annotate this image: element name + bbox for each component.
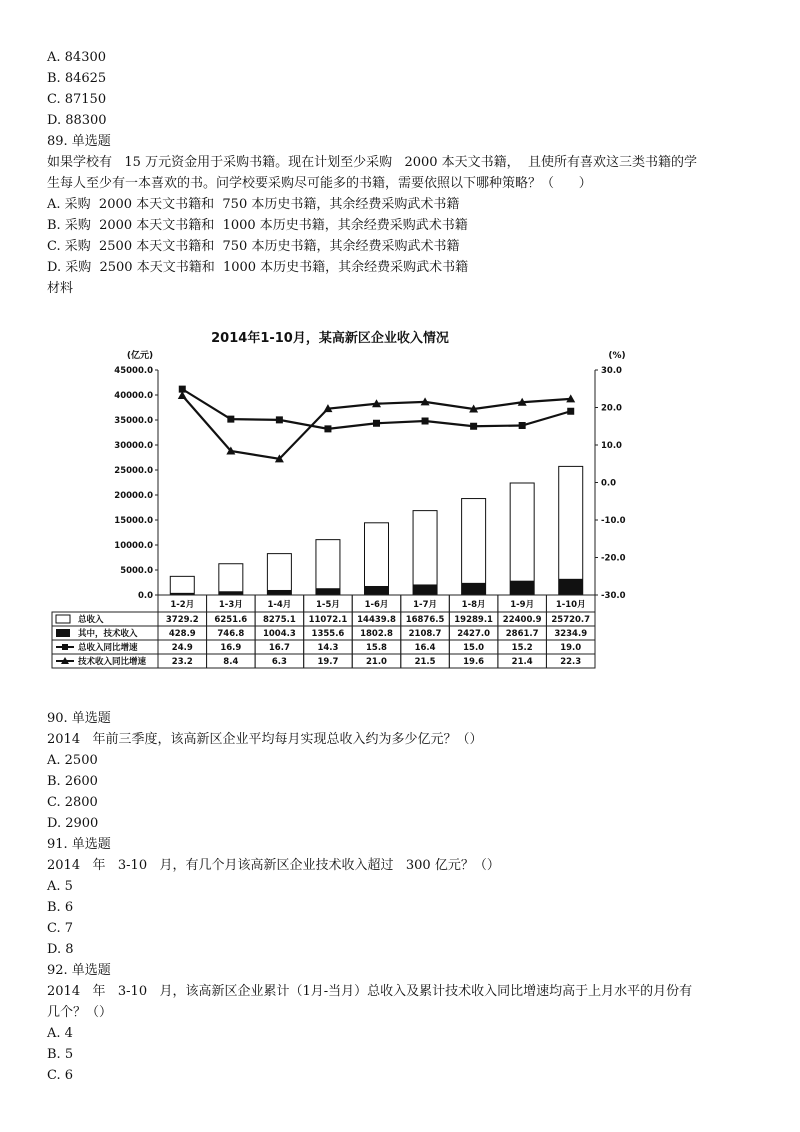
tech-income-bar: [510, 581, 534, 595]
right-axis-unit: (%): [608, 351, 626, 361]
table-value: 8.4: [223, 657, 239, 667]
category-label: 1-6月: [364, 600, 389, 610]
total-income-bar: [462, 499, 486, 595]
q92-option-a: A. 4: [47, 1026, 73, 1041]
right-tick-label: 30.0: [601, 366, 622, 376]
left-tick-label: 10000.0: [114, 541, 153, 551]
left-tick-label: 45000.0: [114, 366, 153, 376]
total-income-bar: [219, 564, 243, 595]
q90-option-b: B. 2600: [47, 774, 98, 789]
q90-option-c: C. 2800: [47, 795, 98, 810]
table-value: 6.3: [271, 657, 287, 667]
left-tick-label: 5000.0: [120, 566, 153, 576]
q90-header: 90. 单选题: [47, 711, 111, 726]
q92-stem-line1: 2014 年 3-10 月，该高新区企业累计（1月-当月）总收入及累计技术收入同比增速均高于上月水平的月份有: [47, 984, 693, 999]
q92-header: 92. 单选题: [47, 963, 111, 978]
right-tick-label: -20.0: [601, 553, 626, 564]
category-label: 1-3月: [218, 600, 243, 610]
q89-option-d: D. 采购 2500 本天文书籍和 1000 本历史书籍，其余经费采购武术书籍: [47, 260, 469, 275]
right-tick-label: -30.0: [601, 591, 626, 601]
right-tick-label: 20.0: [601, 403, 622, 414]
q91-option-c: C. 7: [47, 921, 74, 936]
table-value: 746.8: [217, 629, 245, 639]
q92-stem-line2: 几个？（）: [47, 1005, 113, 1020]
q91-option-a: A. 5: [47, 879, 73, 894]
table-value: 22400.9: [502, 615, 542, 625]
q89-option-c: C. 采购 2500 本天文书籍和 750 本历史书籍，其余经费采购武术书籍: [47, 239, 460, 254]
table-value: 21.0: [366, 657, 387, 667]
income-chart: [40, 318, 626, 680]
table-value: 22.3: [560, 657, 582, 667]
q89-stem-line1: 如果学校有 15 万元资金用于采购书籍。现在计划至少采购 2000 本天文书籍， 且使所有喜欢这三类书籍的学: [47, 155, 697, 170]
total-growth-point: [276, 416, 283, 423]
left-tick-label: 35000.0: [114, 416, 153, 426]
category-label: 1-7月: [413, 600, 437, 610]
material-label: 材料: [47, 281, 74, 296]
table-value: 24.9: [171, 643, 193, 653]
legend-label: 总收入同比增速: [78, 643, 138, 653]
total-growth-point: [519, 422, 526, 429]
table-value: 11072.1: [308, 615, 348, 625]
table-value: 3234.9: [554, 629, 588, 639]
category-label: 1-2月: [170, 600, 195, 610]
chart-title: 2014年1-10月，某高新区企业收入情况: [211, 331, 449, 346]
tech-income-bar: [316, 588, 340, 595]
left-tick-label: 15000.0: [114, 516, 153, 526]
left-tick-label: 40000.0: [114, 391, 153, 401]
table-value: 16.9: [220, 643, 242, 653]
table-value: 16.4: [414, 643, 436, 653]
q91-option-d: D. 8: [47, 942, 74, 957]
right-tick-label: 0.0: [601, 478, 617, 489]
total-income-bar: [267, 554, 291, 595]
left-tick-label: 30000.0: [114, 441, 153, 451]
table-value: 6251.6: [214, 615, 248, 625]
legend-key-square: [62, 644, 68, 650]
total-growth-point: [227, 416, 234, 423]
legend-key-total: [56, 615, 70, 623]
table-value: 15.2: [511, 643, 533, 653]
table-value: 1004.3: [262, 629, 296, 639]
category-label: 1-5月: [316, 600, 340, 610]
table-value: 23.2: [171, 657, 193, 667]
table-value: 19.7: [317, 657, 339, 667]
q91-option-b: B. 6: [47, 900, 74, 915]
option-c: C. 87150: [47, 92, 107, 107]
right-tick-label: 10.0: [601, 441, 622, 451]
q91-stem: 2014 年 3-10 月，有几个月该高新区企业技术收入超过 300 亿元？（）: [47, 858, 500, 873]
tech-income-bar: [413, 584, 437, 595]
total-income-bar: [316, 540, 340, 595]
total-growth-point: [422, 418, 429, 425]
total-income-bar: [365, 523, 389, 595]
table-value: 1355.6: [311, 629, 345, 639]
total-income-bar: [413, 511, 437, 595]
option-d: D. 88300: [47, 113, 107, 128]
tech-income-bar: [219, 591, 243, 595]
total-growth-point: [324, 425, 331, 432]
left-tick-label: 25000.0: [114, 466, 153, 476]
legend-label: 其中，技术收入: [78, 629, 138, 639]
table-value: 15.8: [366, 643, 387, 653]
table-value: 3729.2: [165, 615, 199, 625]
table-value: 14.3: [317, 643, 339, 653]
left-axis-unit: (亿元): [126, 351, 154, 361]
q92-option-c: C. 6: [47, 1068, 74, 1083]
category-label: 1-4月: [267, 600, 292, 610]
q89-stem-line2: 生每人至少有一本喜欢的书。问学校要采购尽可能多的书籍，需要依照以下哪种策略？（ ）: [47, 176, 592, 191]
total-income-bar: [510, 483, 534, 595]
table-value: 21.5: [414, 657, 436, 667]
legend-label: 总收入: [78, 615, 104, 625]
total-growth-point: [373, 420, 380, 427]
q89-option-b: B. 采购 2000 本天文书籍和 1000 本历史书籍，其余经费采购武术书籍: [47, 218, 468, 233]
total-growth-point: [567, 408, 574, 415]
legend-label: 技术收入同比增速: [78, 657, 147, 667]
q90-stem: 2014 年前三季度，该高新区企业平均每月实现总收入约为多少亿元？（）: [47, 732, 483, 747]
q90-option-d: D. 2900: [47, 816, 99, 831]
legend-key-tech: [56, 629, 70, 637]
left-tick-label: 0.0: [137, 591, 153, 601]
table-value: 14439.8: [357, 615, 396, 625]
right-tick-label: -10.0: [601, 516, 626, 526]
left-tick-label: 20000.0: [114, 491, 153, 501]
q89-header: 89. 单选题: [47, 134, 111, 149]
tech-income-bar: [462, 583, 486, 595]
table-value: 8275.1: [262, 615, 296, 625]
q91-header: 91. 单选题: [47, 837, 111, 852]
table-value: 25720.7: [551, 615, 591, 625]
table-value: 16876.5: [405, 615, 445, 625]
total-income-bar: [170, 576, 194, 595]
table-value: 19.6: [463, 657, 485, 667]
table-value: 2861.7: [505, 629, 539, 639]
table-value: 16.7: [268, 643, 290, 653]
tech-income-bar: [267, 590, 291, 595]
category-label: 1-10月: [555, 600, 586, 610]
table-value: 21.4: [511, 657, 533, 667]
q92-option-b: B. 5: [47, 1047, 74, 1062]
total-income-bar: [559, 466, 583, 595]
tech-income-bar: [559, 579, 583, 595]
table-value: 2427.0: [457, 629, 491, 639]
q89-option-a: A. 采购 2000 本天文书籍和 750 本历史书籍，其余经费采购武术书籍: [47, 197, 460, 212]
table-value: 19289.1: [454, 615, 493, 625]
table-value: 15.0: [463, 643, 485, 653]
category-label: 1-9月: [510, 600, 535, 610]
q90-option-a: A. 2500: [47, 753, 98, 768]
table-value: 428.9: [168, 629, 196, 639]
table-value: 1802.8: [360, 629, 393, 639]
option-a: A. 84300: [47, 50, 107, 65]
total-growth-point: [470, 423, 477, 430]
table-value: 19.0: [560, 643, 582, 653]
category-label: 1-8月: [461, 600, 486, 610]
option-b: B. 84625: [47, 71, 107, 86]
table-value: 2108.7: [408, 629, 442, 639]
tech-income-bar: [365, 586, 389, 595]
